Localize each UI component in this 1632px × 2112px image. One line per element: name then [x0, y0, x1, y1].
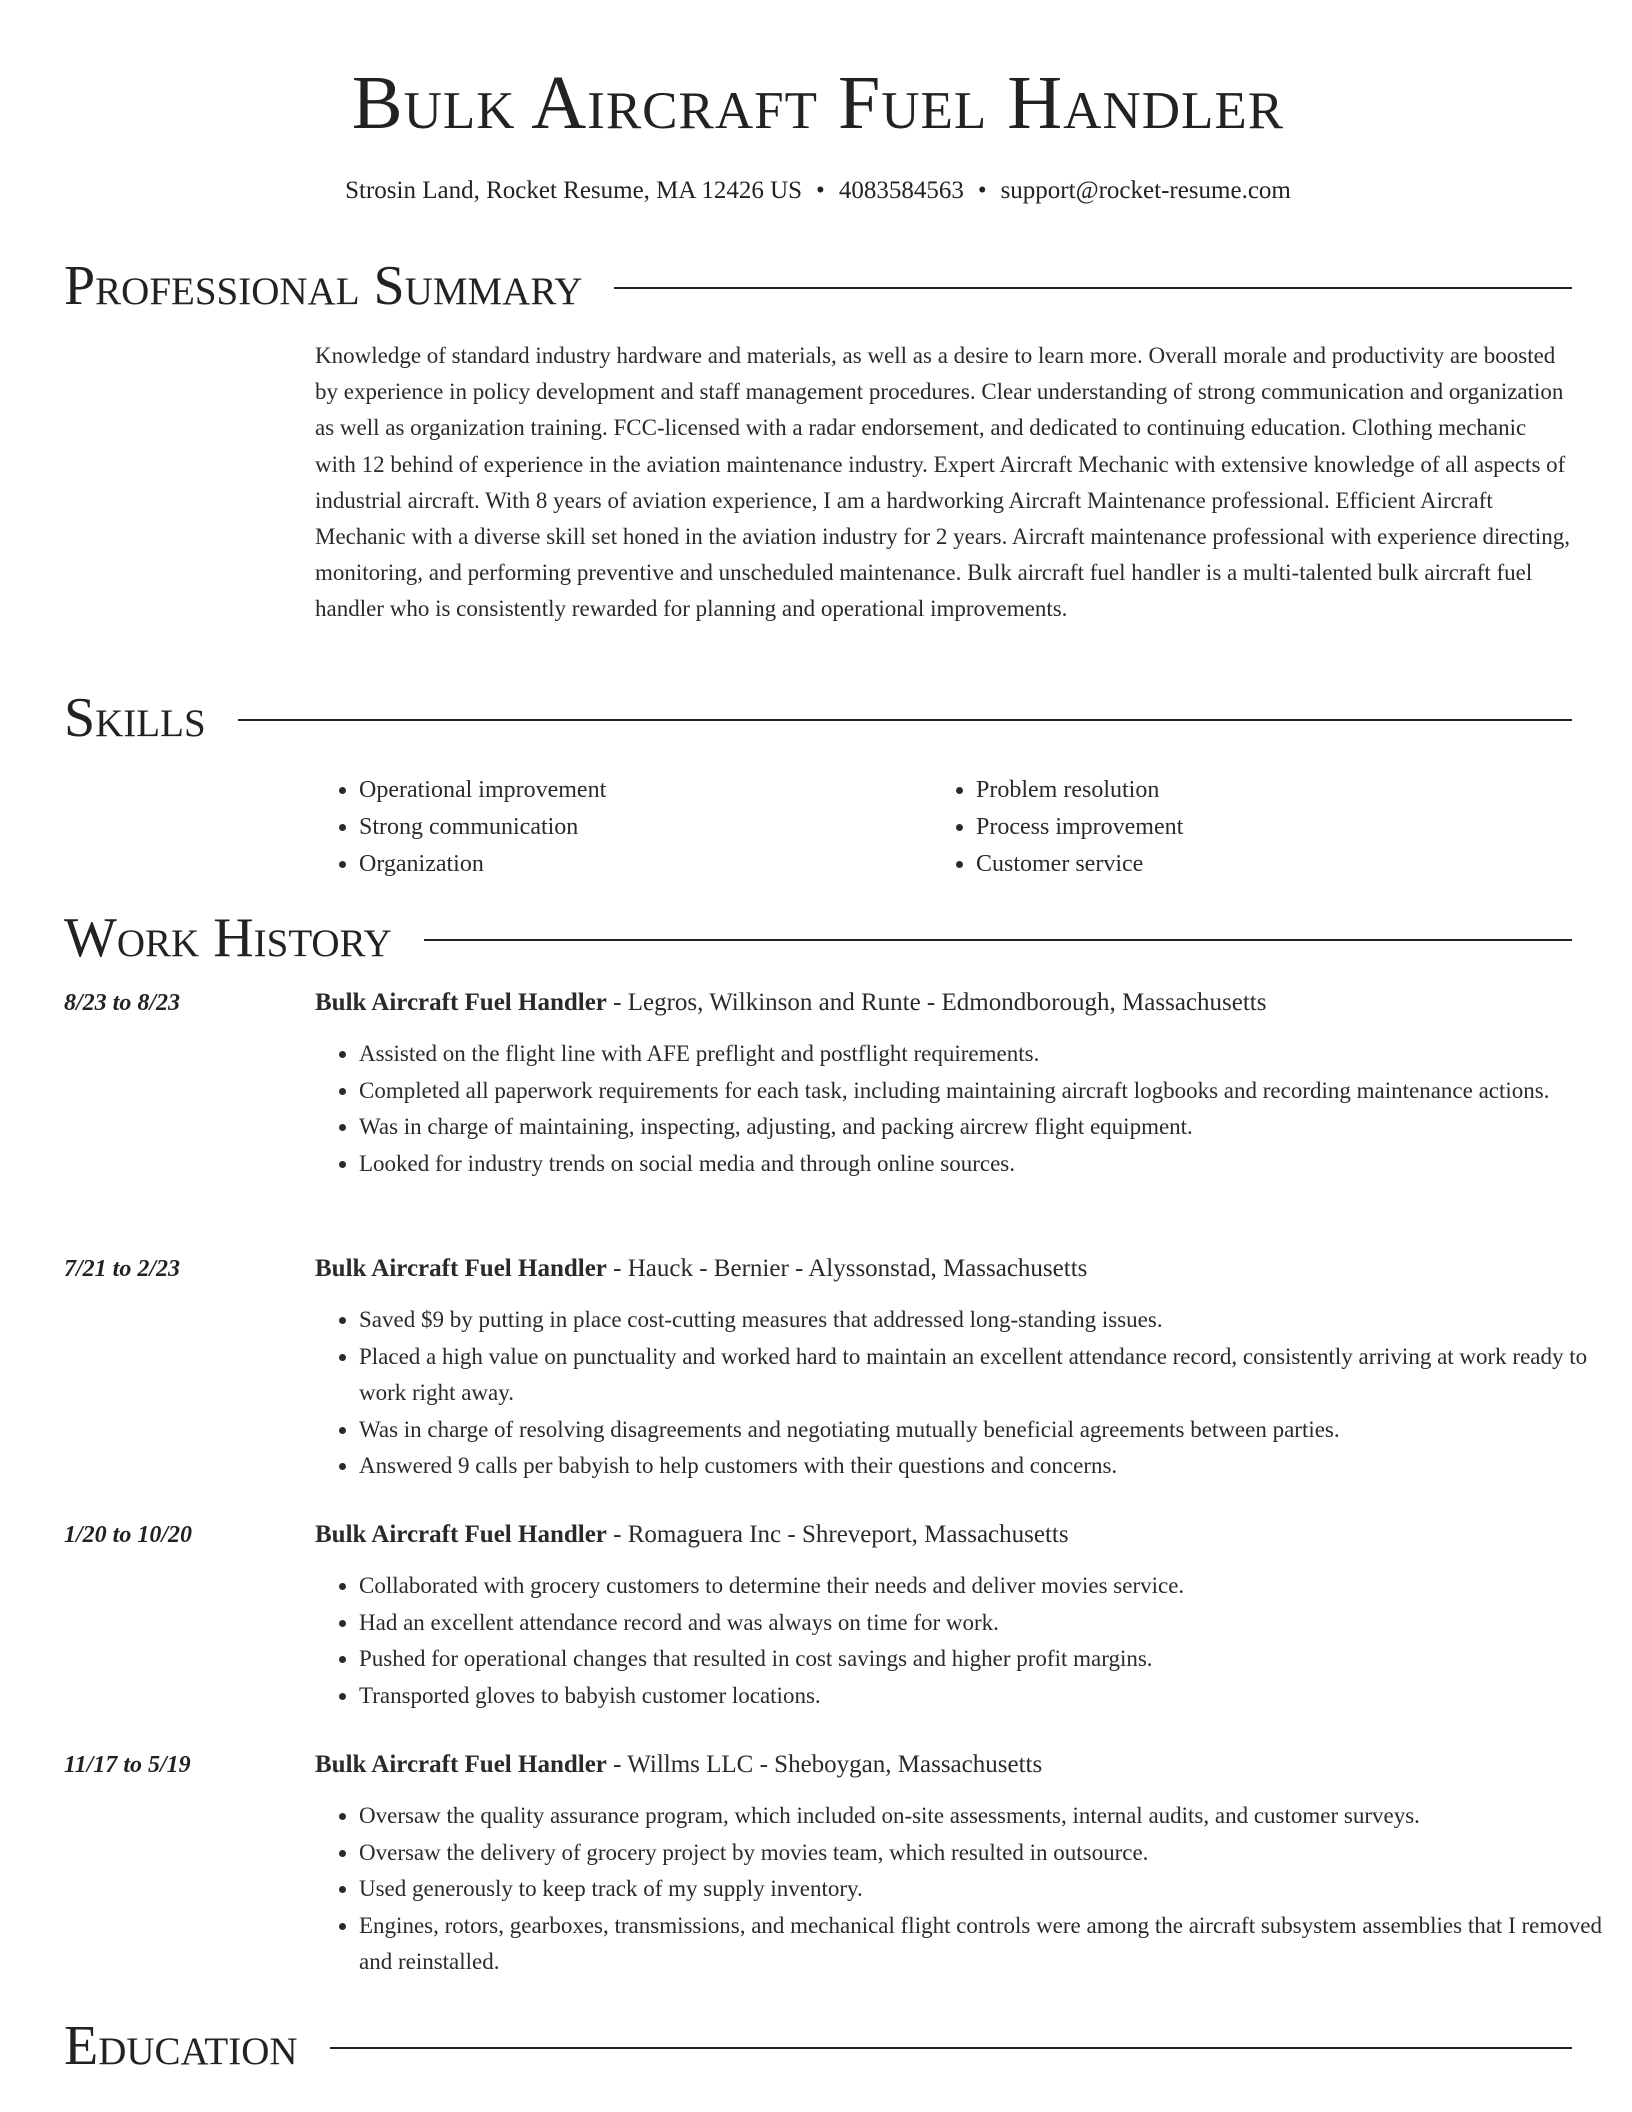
job-bullet: • Saved $9 by putting in place cost-cutting measures that addressed long-standing issues. [359, 1302, 1616, 1339]
summary-text: Knowledge of standard industry hardware and materials, as well as a desire to learn more. Overall morale and productivity are boosted by experience in policy development and staff management procedures. Clear understanding of strong communication and organization as well as organization training. FCC-licensed with a radar endorsement, and dedicated to continuing education. Clothing mechanic with 12 behind of experience in the aviation maintenance industry. Expert Aircraft Mechanic with extensive knowledge of all aspects of industrial aircraft. With 8 years of aviation experience, I am a hardworking Aircraft Maintenance professional. Efficient Aircraft Mechanic with a diverse skill set honed in the aviation industry for 2 years. Aircraft maintenance professional with experience directing, monitoring, and performing preventive and unscheduled maintenance. Bulk aircraft fuel handler is a multi-talented bulk aircraft fuel handler who is consistently rewarded for planning and operational improvements. [315, 343, 1571, 622]
job-employer: - Willms LLC - Sheboygan, Massachusetts [606, 1751, 1043, 1778]
job-bullet-list [315, 1036, 1616, 1182]
candidate-name: Bulk Aircraft Fuel Handler [351, 61, 1285, 145]
job-bullet: • Was in charge of resolving disagreements and negotiating mutually beneficial agreements between parties. [359, 1412, 1616, 1449]
job-bullet: • Completed all paperwork requirements for each task, including maintaining aircraft logbooks and recording maintenance actions. [359, 1073, 1616, 1110]
section-divider [330, 2047, 1572, 2049]
job-heading [315, 986, 1572, 1020]
skill-item: • Organization [359, 846, 932, 883]
job-employer: - Hauck - Bernier - Alyssonstad, Massachusetts [606, 1255, 1088, 1282]
contact-separator: • [977, 177, 987, 204]
skill-item: • Problem resolution [976, 772, 1549, 809]
skills-column-left [315, 772, 932, 883]
summary-section-header [64, 254, 1572, 318]
job-bullet: • Looked for industry trends on social media and through online sources. [359, 1146, 1616, 1183]
contact-line [64, 176, 1572, 206]
job-bullet: • Oversaw the quality assurance program, which included on-site assessments, internal audits, and customer surveys. [359, 1798, 1616, 1835]
job-heading [315, 1748, 1572, 1782]
job-bullet: • Collaborated with grocery customers to determine their needs and deliver movies service. [359, 1568, 1616, 1605]
contact-separator: • [816, 177, 825, 204]
job-role: Bulk Aircraft Fuel Handler [315, 1521, 607, 1548]
work-history-section-header [64, 906, 1572, 970]
section-divider [614, 287, 1572, 289]
job-bullet: • Answered 9 calls per babyish to help customers with their questions and concerns. [359, 1448, 1616, 1485]
section-divider [424, 939, 1572, 941]
job-bullet: • Transported gloves to babyish customer locations. [359, 1678, 1616, 1715]
job-bullet: • Pushed for operational changes that resulted in cost savings and higher profit margins. [359, 1641, 1616, 1678]
skills-column-right [932, 772, 1549, 883]
section-divider [238, 719, 1572, 721]
job-dates: 8/23 to 8/23 [64, 990, 181, 1016]
skill-item: • Process improvement [976, 809, 1549, 846]
education-heading: Education [64, 2015, 298, 2077]
job-bullet: • Used generously to keep track of my supply inventory. [359, 1871, 1616, 1908]
skill-item: • Strong communication [359, 809, 932, 846]
job-employer: - Romaguera Inc - Shreveport, Massachusetts [606, 1521, 1069, 1548]
skills-section-header [64, 686, 1572, 750]
job-bullet: • Placed a high value on punctuality and worked hard to maintain an excellent attendance record, consistently arriving at work ready to work right away. [359, 1339, 1616, 1412]
skill-item: • Operational improvement [359, 772, 932, 809]
job-dates: 1/20 to 10/20 [64, 1522, 193, 1548]
job-bullet-list [315, 1302, 1616, 1485]
job-heading [315, 1252, 1572, 1286]
job-bullet: • Was in charge of maintaining, inspecting, adjusting, and packing aircrew flight equipment. [359, 1109, 1616, 1146]
education-section-header [64, 2014, 1572, 2078]
job-bullet: • Assisted on the flight line with AFE preflight and postflight requirements. [359, 1036, 1616, 1073]
contact-address: Strosin Land, Rocket Resume, MA 12426 US [345, 177, 803, 204]
job-role: Bulk Aircraft Fuel Handler [315, 1751, 607, 1778]
summary-heading: Professional Summary [64, 255, 583, 317]
job-role: Bulk Aircraft Fuel Handler [315, 989, 607, 1016]
job-dates: 11/17 to 5/19 [64, 1752, 191, 1778]
job-bullet: • Engines, rotors, gearboxes, transmissions, and mechanical flight controls were among the aircraft subsystem assemblies that I removed and reinstalled. [359, 1908, 1616, 1981]
job-role: Bulk Aircraft Fuel Handler [315, 1255, 607, 1282]
skills-list [315, 772, 1572, 883]
skills-heading: Skills [64, 687, 206, 749]
job-bullet-list [315, 1798, 1616, 1981]
job-dates: 7/21 to 2/23 [64, 1256, 181, 1282]
job-bullet: • Had an excellent attendance record and was always on time for work. [359, 1605, 1616, 1642]
job-employer: - Legros, Wilkinson and Runte - Edmondborough, Massachusetts [606, 989, 1267, 1016]
contact-email[interactable]: support@rocket-resume.com [1000, 177, 1291, 204]
job-bullet: • Oversaw the delivery of grocery project by movies team, which resulted in outsource. [359, 1835, 1616, 1872]
job-heading [315, 1518, 1572, 1552]
contact-phone: 4083584563 [838, 177, 964, 204]
job-bullet-list [315, 1568, 1616, 1714]
work-history-heading: Work History [64, 907, 392, 969]
skill-item: • Customer service [976, 846, 1549, 883]
